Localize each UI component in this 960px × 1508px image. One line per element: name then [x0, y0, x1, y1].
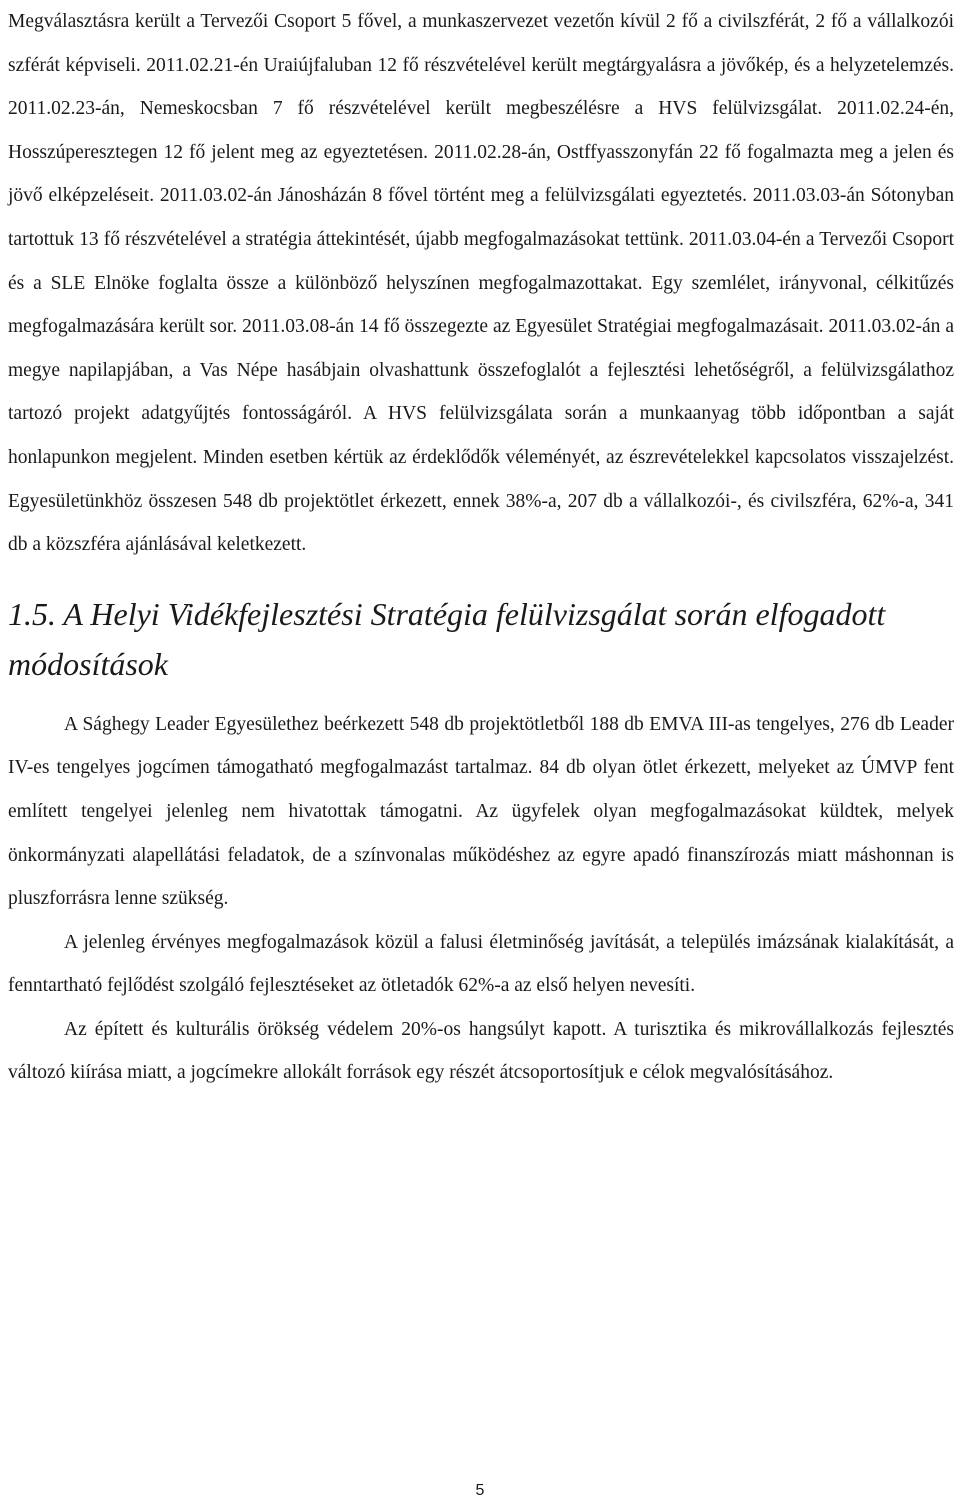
page-number: 5: [475, 1482, 485, 1499]
body-paragraph-4: Az épített és kulturális örökség védelem 20%-os hangsúlyt kapott. A turisztika és mikrovállalkozás fejlesztés változó kiírása miatt, a jogcímekre allokált források egy részét átcsoportosítjuk e célok megvalósításához.: [8, 1018, 954, 1084]
body-paragraph-1: Megválasztásra került a Tervezői Csoport 5 fővel, a munkaszervezet vezetőn kívül 2 fő a civilszférát, 2 fő a vállalkozói szférát képviseli. 2011.02.21-én Uraiújfaluban 12 fő részvételével került megtárgyalásra a jövőkép, és a helyzetelemzés. 2011.02.23-án, Nemeskocsban 7 fő részvételével került megbeszélésre a HVS felülvizsgálat. 2011.02.24-én, Hosszúperesztegen 12 fő jelent meg az egyeztetésen. 2011.02.28-án, Ostffyasszonyfán 22 fő fogalmazta meg a jelen és jövő elképzeléseit. 2011.03.02-án Jánosházán 8 fővel történt meg a felülvizsgálati egyeztetés. 2011.03.03-án Sótonyban tartottuk 13 fő részvételével a stratégia áttekintését, újabb megfogalmazásokat tettünk. 2011.03.04-én a Tervezői Csoport és a SLE Elnöke foglalta össze a különböző helyszínen megfogalmazottakat. Egy szemlélet, irányvonal, célkitűzés megfogalmazására került sor. 2011.03.08-án 14 fő összegezte az Egyesület Stratégiai megfogalmazásait. 2011.03.02-án a megye napilapjában, a Vas Népe hasábjain olvashattunk összefoglalót a fejlesztési lehetőségről, a felülvizsgálathoz tartozó projekt adatgyűjtés fontosságáról. A HVS felülvizsgálata során a munkaanyag több időpontban a saját honlapunkon megjelent. Minden esetben kértük az érdeklődők véleményét, az észrevételekkel kapcsolatos visszajelzést. Egyesületünkhöz összesen 548 db projektötlet érkezett, ennek 38%-a, 207 db a vállalkozói-, és civilszféra, 62%-a, 341 db a közszféra ajánlásával keletkezett.: [8, 11, 954, 556]
body-paragraph-2: A Sághegy Leader Egyesülethez beérkezett 548 db projektötletből 188 db EMVA III-as tengelyes, 276 db Leader IV-es tengelyes jogcímen támogatható megfogalmazást tartalmaz. 84 db olyan ötlet érkezett, melyeket az ÚMVP fent említett tengelyei jelenleg nem hivatottak támogatni. Az ügyfelek olyan megfogalmazásokat küldtek, melyek önkormányzati alapellátási feladatok, de a színvonalas működéshez az egyre apadó finanszírozás miatt máshonnan is pluszforrásra lenne szükség.: [8, 713, 954, 910]
section-heading: 1.5. A Helyi Vidékfejlesztési Stratégia felülvizsgálat során elfogadott módosítások: [8, 595, 886, 682]
page-content: [8, 0, 954, 1095]
body-paragraph-3: A jelenleg érvényes megfogalmazások közül a falusi életminőség javítását, a település imázsának kialakítását, a fenntartható fejlődést szolgáló fejlesztéseket az ötletadók 62%-a az első helyen nevesíti.: [8, 931, 954, 997]
